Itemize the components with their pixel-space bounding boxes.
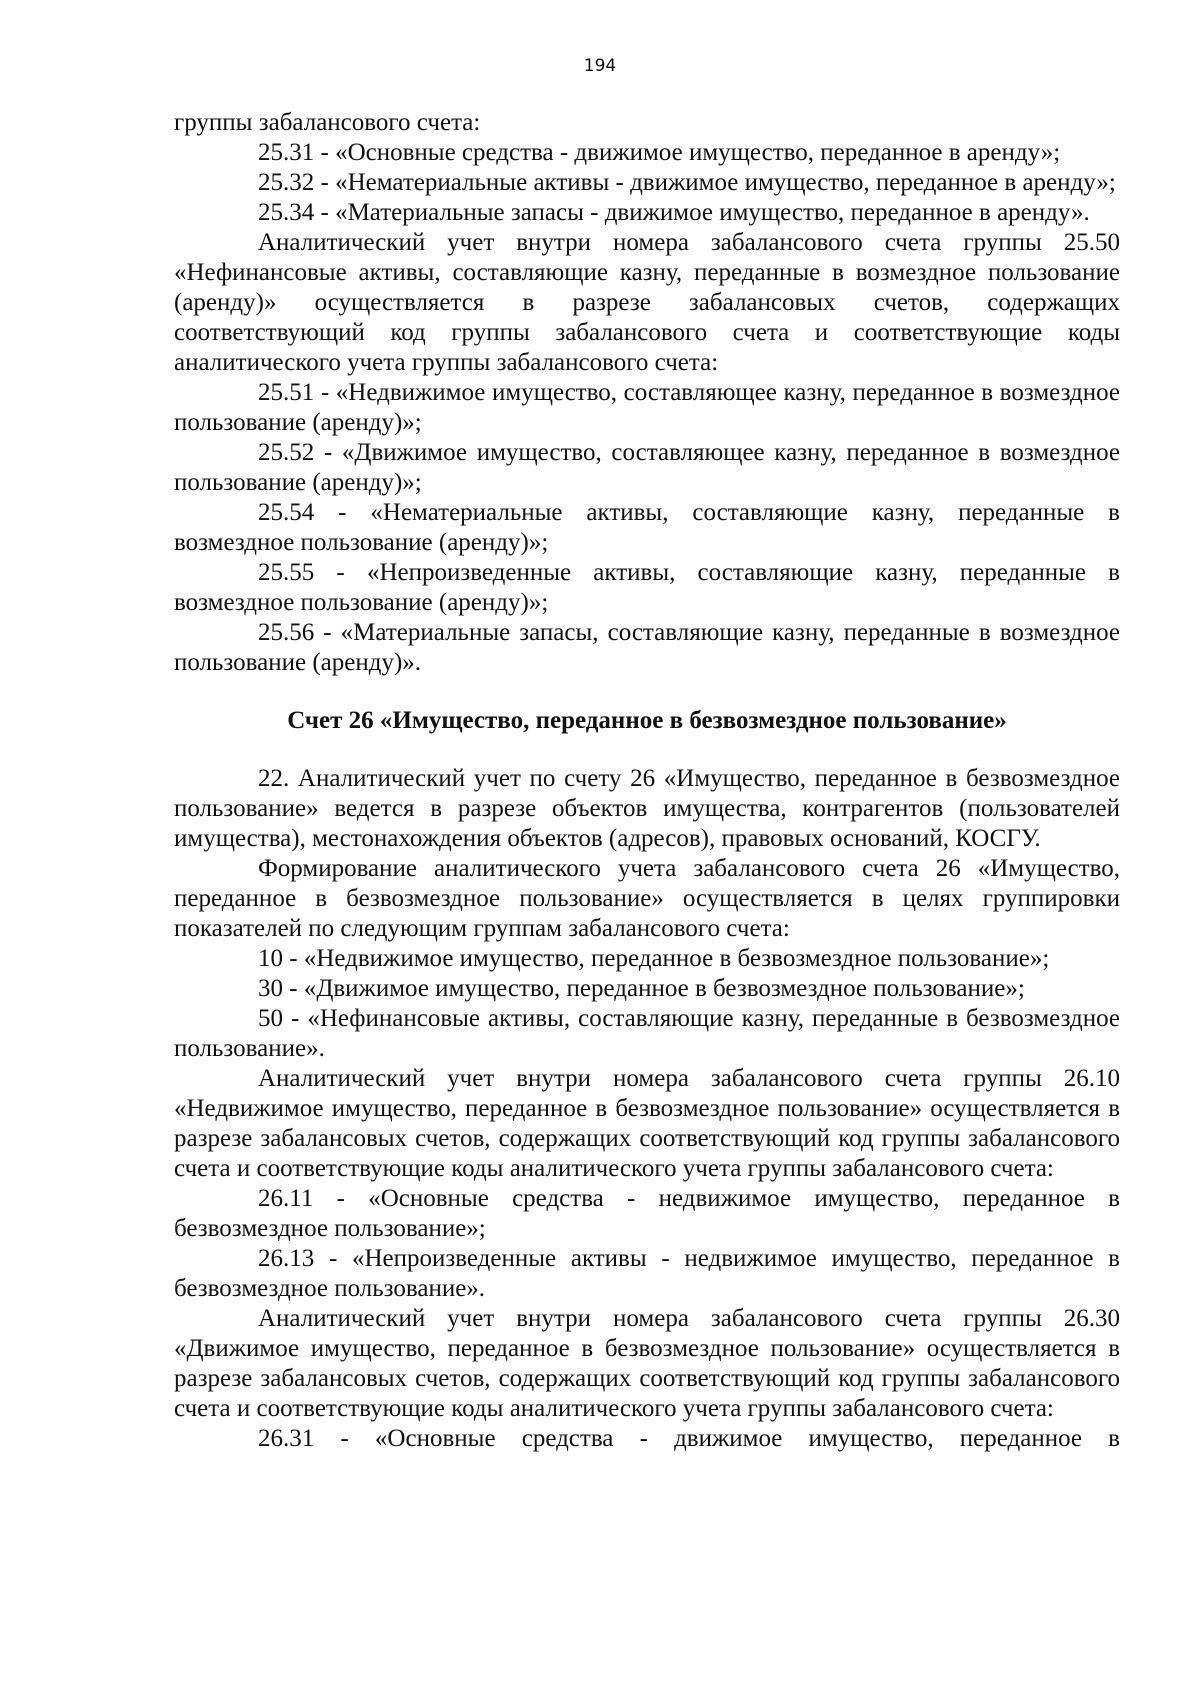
page-number: 194 <box>583 56 617 76</box>
list-item: 25.34 - «Материальные запасы - движимое имущество, переданное в аренду». <box>258 199 1090 226</box>
paragraph: Аналитический учет внутри номера забалансового счета группы 26.10 «Недвижимое имущество, переданное в безвозмездное пользование» осуществляется в разрезе забалансовых счетов, содержащих соответствующий код группы забалансового счета и соответствующие коды аналитического учета группы забалансового счета: <box>174 1065 1120 1182</box>
list-item: 25.31 - «Основные средства - движимое имущество, переданное в аренду»; <box>258 139 1061 166</box>
paragraph: Аналитический учет внутри номера забалансового счета группы 26.30 «Движимое имущество, переданное в безвозмездное пользование» осуществляется в разрезе забалансовых счетов, содержащих соответствующий код группы забалансового счета и соответствующие коды аналитического учета группы забалансового счета: <box>174 1305 1120 1422</box>
paragraph: 22. Аналитический учет по счету 26 «Имущество, переданное в безвозмездное пользование» ведется в разрезе объектов имущества, контрагентов (пользователей имущества), местонахождения объектов (адресов), правовых оснований, КОСГУ. <box>174 765 1120 852</box>
section-heading: Счет 26 «Имущество, переданное в безвозмездное пользование» <box>287 707 1007 734</box>
document-body <box>174 108 1120 1454</box>
paragraph: Аналитический учет внутри номера забалансового счета группы 25.50 «Нефинансовые активы, составляющие казну, переданные в возмездное пользование (аренду)» осуществляется в разрезе забалансовых счетов, содержащих соответствующий код группы забалансового счета и соответствующие коды аналитического учета группы забалансового счета: <box>174 229 1120 376</box>
list-item: 25.51 - «Недвижимое имущество, составляющее казну, переданное в возмездное пользование (аренду)»; <box>174 379 1120 436</box>
list-item: 25.55 - «Непроизведенные активы, составляющие казну, переданные в возмездное пользование (аренду)»; <box>174 559 1120 616</box>
list-item: 30 - «Движимое имущество, переданное в безвозмездное пользование»; <box>258 975 1025 1002</box>
list-item: 10 - «Недвижимое имущество, переданное в безвозмездное пользование»; <box>258 945 1050 972</box>
paragraph: Формирование аналитического учета забалансового счета 26 «Имущество, переданное в безвозмездное пользование» осуществляется в целях группировки показателей по следующим группам забалансового счета: <box>174 855 1120 942</box>
list-item: 50 - «Нефинансовые активы, составляющие казну, переданные в безвозмездное пользование». <box>174 1005 1120 1062</box>
list-item: 26.11 - «Основные средства - недвижимое имущество, переданное в безвозмездное пользование»; <box>174 1185 1120 1242</box>
paragraph: группы забалансового счета: <box>174 109 481 136</box>
list-item: 25.54 - «Нематериальные активы, составляющие казну, переданные в возмездное пользование (аренду)»; <box>174 499 1120 556</box>
list-item: 26.13 - «Непроизведенные активы - недвижимое имущество, переданное в безвозмездное пользование». <box>174 1245 1120 1302</box>
list-item: 25.52 - «Движимое имущество, составляющее казну, переданное в возмездное пользование (аренду)»; <box>174 439 1120 496</box>
list-item: 25.32 - «Нематериальные активы - движимое имущество, переданное в аренду»; <box>258 169 1116 196</box>
list-item: 25.56 - «Материальные запасы, составляющие казну, переданные в возмездное пользование (аренду)». <box>174 619 1120 676</box>
list-item: 26.31 - «Основные средства - движимое имущество, переданное в <box>258 1425 1120 1452</box>
